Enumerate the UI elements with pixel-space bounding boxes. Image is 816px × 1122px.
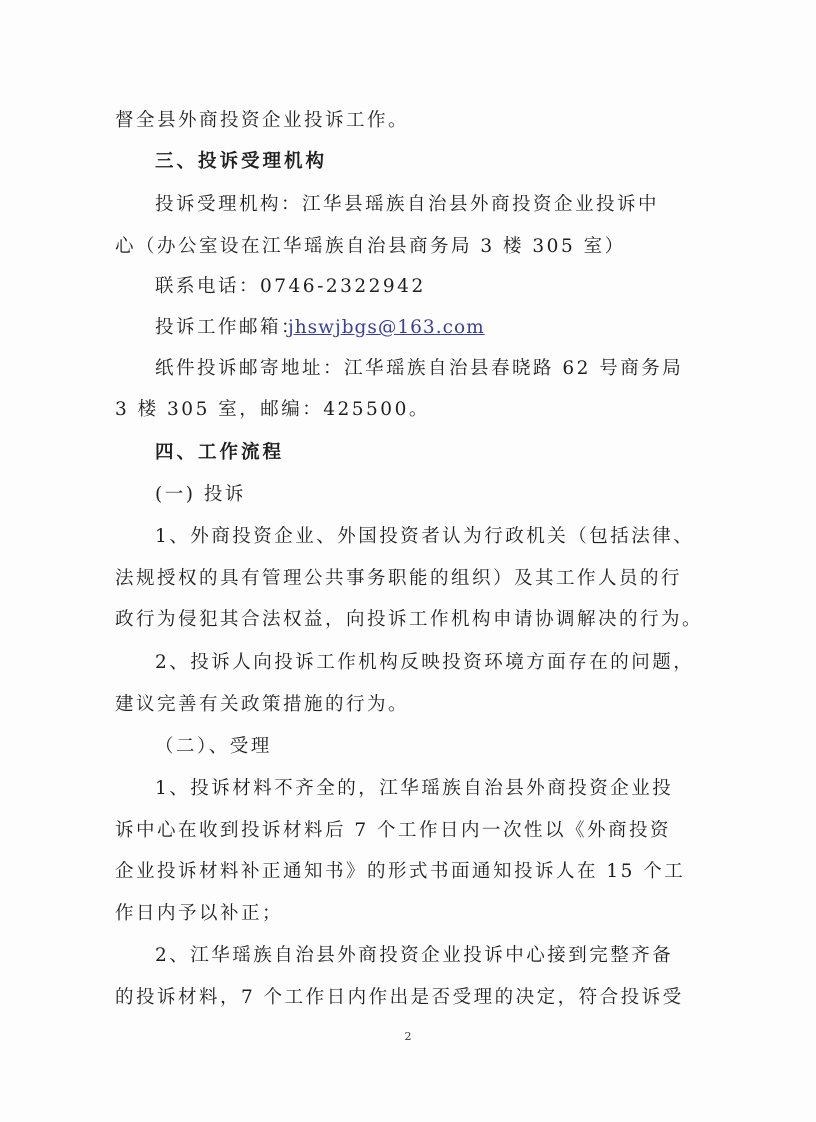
page-number: 2 [404,1030,412,1043]
text-line: 1、投诉材料不齐全的，江华瑶族自治县外商投资企业投 [155,778,674,799]
text-line: 纸件投诉邮寄地址：江华瑶族自治县春晓路 62 号商务局 [155,358,684,379]
text-line: 3 楼 305 室，邮编：425500。 [115,399,430,420]
text-line: 法规授权的具有管理公共事务职能的组织）及其工作人员的行 [115,568,683,589]
text-line: 政行为侵犯其合法权益，向投诉工作机构申请协调解决的行为。 [115,609,704,630]
text-line: 诉中心在收到投诉材料后 7 个工作日内一次性以《外商投资 [115,820,672,841]
text-line: 1、外商投资企业、外国投资者认为行政机关（包括法律、 [155,526,695,547]
text-line: 投诉工作邮箱： [155,317,303,338]
text-line: 督全县外商投资企业投诉工作。 [115,110,410,131]
text-line: 心（办公室设在江华瑶族自治县商务局 3 楼 305 室） [115,236,626,257]
section-heading: 三、投诉受理机构 [155,151,328,172]
email-link[interactable]: jhswjbgs@163.com [288,317,485,338]
text-line: 的投诉材料，7 个工作日内作出是否受理的决定，符合投诉受 [115,987,684,1008]
text-line: 2、江华瑶族自治县外商投资企业投诉中心接到完整齐备 [155,945,674,966]
text-line: 联系电话：0746-2322942 [155,276,426,297]
text-line: 作日内予以补正； [115,903,284,924]
text-line: 企业投诉材料补正通知书》的形式书面通知投诉人在 15 个工 [115,861,686,882]
subsection-heading: (一) 投诉 [155,484,246,505]
text-line: 投诉受理机构：江华县瑶族自治县外商投资企业投诉中 [155,194,660,215]
text-line: 建议完善有关政策措施的行为。 [115,694,410,715]
section-heading: 四、工作流程 [155,442,285,463]
text-line: 2、投诉人向投诉工作机构反映投资环境方面存在的问题， [155,652,695,673]
subsection-heading: （二）、受理 [155,736,272,757]
